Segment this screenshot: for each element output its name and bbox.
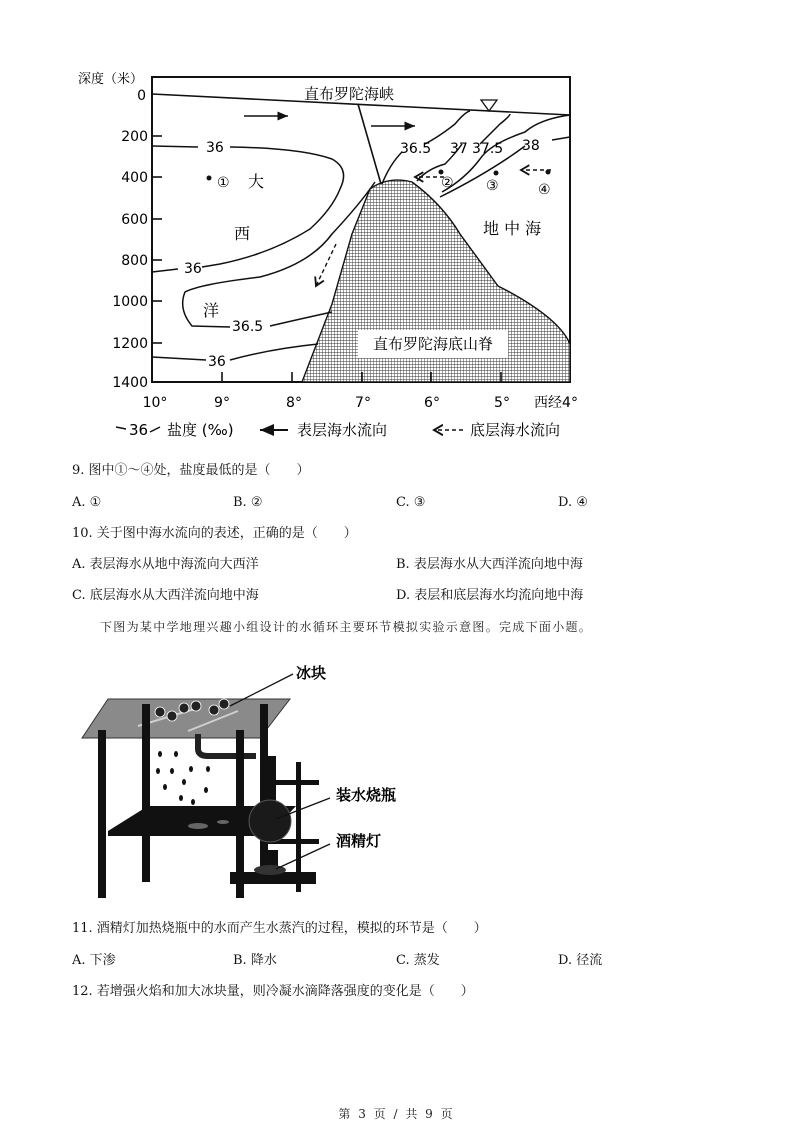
question-10-option-b[interactable]: B. 表层海水从大西洋流向地中海 (396, 557, 583, 572)
question-11-option-c[interactable]: C. 蒸发 (396, 953, 440, 968)
y-tick: 0 (137, 88, 146, 104)
page-footer: 第 3 页 / 共 9 页 (338, 1107, 455, 1121)
x-tick: 9° (214, 395, 230, 411)
point-1-label: ① (217, 175, 230, 191)
x-tick: 8° (286, 395, 302, 411)
flask-label: 装水烧瓶 (336, 786, 397, 804)
isohaline-label: 36.5 (232, 319, 264, 335)
x-tick: 6° (424, 395, 440, 411)
question-9-option-d[interactable]: D. ④ (558, 495, 588, 510)
isohaline-label: 36 (208, 354, 226, 370)
y-tick: 1400 (112, 375, 148, 391)
point-3-label: ③ (486, 178, 499, 194)
lamp-label: 酒精灯 (336, 832, 382, 850)
question-10-option-a[interactable]: A. 表层海水从地中海流向大西洋 (72, 557, 259, 572)
question-10-stem: 10. 关于图中海水流向的表述，正确的是（ ） (72, 526, 357, 541)
isohaline-label: 36 (206, 140, 224, 156)
question-11-option-d[interactable]: D. 径流 (558, 953, 603, 968)
ice-label: 冰块 (296, 664, 327, 682)
question-9-option-b[interactable]: B. ② (233, 495, 263, 510)
legend-salinity-label: 盐度 (‰) (167, 421, 234, 439)
bottom-flow-arrow (316, 244, 336, 286)
legend-bottom-label: 底层海水流向 (470, 421, 561, 439)
isohaline-label: 36 (184, 261, 202, 277)
atlantic-label-da: 大 (248, 172, 265, 191)
y-tick: 800 (121, 253, 148, 269)
question-9-option-a[interactable]: A. ① (72, 495, 102, 510)
y-tick: 600 (121, 212, 148, 228)
y-tick: 1000 (112, 294, 148, 310)
isohaline-label: 37.5 (472, 141, 504, 157)
atlantic-label-xi: 西 (234, 224, 251, 243)
legend-surface-label: 表层海水流向 (297, 421, 388, 439)
isohaline-label: 38 (522, 138, 540, 154)
legend-salinity-sample: 36 (129, 421, 149, 439)
question-11-stem: 11. 酒精灯加热烧瓶中的水而产生水蒸汽的过程，模拟的环节是（ ） (72, 921, 487, 936)
y-axis-title: 深度（米） (78, 72, 144, 87)
x-tick: 10° (142, 395, 168, 411)
question-10-option-c[interactable]: C. 底层海水从大西洋流向地中海 (72, 588, 259, 603)
point-2-label: ② (441, 175, 454, 191)
atlantic-label-yang: 洋 (203, 301, 220, 320)
figure-legend (116, 421, 560, 439)
question-12-stem: 12. 若增强火焰和加大冰块量，则冷凝水滴降落强度的变化是（ ） (72, 984, 474, 999)
question-11-option-a[interactable]: A. 下渗 (72, 953, 116, 968)
question-10-option-d[interactable]: D. 表层和底层海水均流向地中海 (396, 588, 584, 603)
x-tick: 西经4° (534, 395, 578, 411)
intro-text: 下图为某中学地理兴趣小组设计的水循环主要环节模拟实验示意图。完成下面小题。 (100, 620, 593, 634)
x-tick: 7° (355, 395, 371, 411)
strait-label: 直布罗陀海峡 (304, 85, 395, 103)
mediterranean-label: 地 中 海 (483, 219, 542, 238)
y-tick: 1200 (112, 336, 148, 352)
question-9-option-c[interactable]: C. ③ (396, 495, 426, 510)
gibraltar-salinity-figure (70, 64, 600, 454)
y-tick: 200 (121, 129, 148, 145)
point-4-label: ④ (538, 182, 551, 198)
x-tick: 5° (494, 395, 510, 411)
ridge-label: 直布罗陀海底山脊 (372, 335, 494, 353)
question-11-option-b[interactable]: B. 降水 (233, 953, 277, 968)
question-9-stem: 9. 图中①～④处，盐度最低的是（ ） (72, 463, 310, 478)
y-tick: 400 (121, 170, 148, 186)
isohaline-label: 37 (450, 141, 468, 157)
water-cycle-apparatus-figure (68, 656, 468, 906)
isohaline-label: 36.5 (400, 141, 432, 157)
flask (249, 800, 291, 842)
